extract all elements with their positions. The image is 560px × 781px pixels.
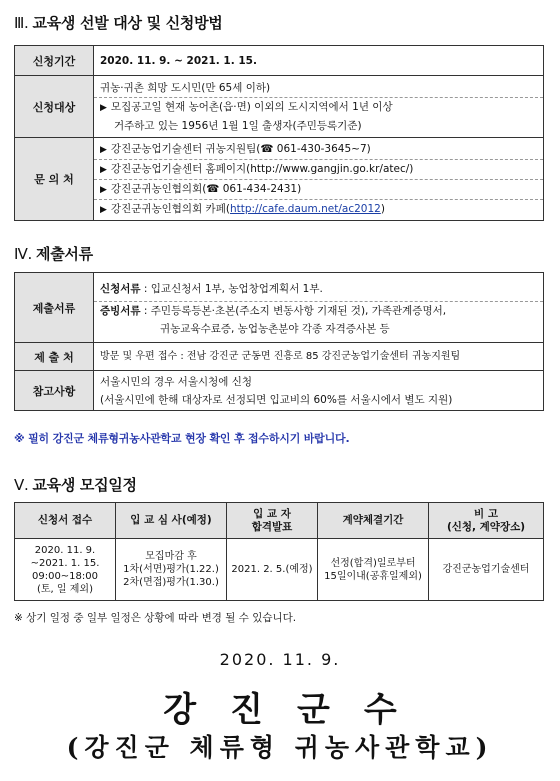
submit-value: 방문 및 우편 접수 : 전남 강진군 군동면 진흥로 85 강진군농업기술센터 귀농지원팀 [100, 350, 461, 362]
apply-table [14, 45, 544, 221]
docs-cell [94, 273, 544, 343]
contact-line-1: ▶ 강진군농업기술센터 귀농지원팀(☎ 061-430-3645~7) [100, 142, 371, 155]
proof-docs-line-2: 귀농교육수료증, 농업농촌분야 각종 자격증사본 등 [160, 323, 390, 335]
target-cell [94, 76, 544, 138]
period-label: 신청기간 [15, 46, 94, 76]
bullet-icon: ▶ [100, 184, 107, 195]
bullet-icon: ▶ [100, 204, 107, 215]
footer-org: 강진군수 [163, 690, 431, 730]
period-value: 2020. 11. 9. ~ 2021. 1. 15. [100, 54, 257, 67]
contact-line-3: ▶ 강진군귀농인협의회(☎ 061-434-2431) [94, 179, 543, 199]
submit-label: 제 출 처 [15, 343, 94, 371]
cafe-link[interactable]: http://cafe.daum.net/ac2012 [229, 202, 381, 215]
section-4-heading: 제출서류 [36, 245, 93, 263]
proof-docs: 증빙서류 : 주민등록등본·초본(주소지 변동사항 기재된 것), 가족관계증명서, [94, 301, 543, 320]
section-4-title [14, 243, 93, 264]
ref-label: 참고사항 [15, 371, 94, 411]
target-line-3: 거주하고 있는 1956년 1월 1일 출생자(주민등록기준) [114, 119, 362, 132]
footer-org-sub: (강진군 체류형 귀농사관학교) [66, 733, 494, 762]
footer-date: 2020. 11. 9. [219, 650, 341, 669]
bullet-icon: ▶ [100, 102, 107, 113]
contact-label: 문 의 처 [15, 138, 94, 221]
schedule-cell: 모집마감 후 1차(서면)평가(1.22.) 2차(면접)평가(1.30.) [116, 539, 227, 601]
bullet-icon: ▶ [100, 144, 107, 155]
section-3-heading: 교육생 선발 대상 및 신청방법 [32, 14, 223, 32]
ref-line-1: 서울시민의 경우 서울시청에 신청 [100, 375, 253, 388]
target-line-1: 귀농·귀촌 희망 도시민(만 65세 이하) [100, 81, 271, 94]
submit-cell [94, 343, 544, 371]
contact-line-2: ▶ 강진군농업기술센터 홈페이지(http://www.gangjin.go.kr/atec/) [94, 159, 543, 179]
target-label: 신청대상 [15, 76, 94, 138]
notice-small: ※ 상기 일정 중 일부 일정은 상황에 따라 변경 될 수 있습니다. [14, 612, 297, 624]
contact-line-4: ▶ 강진군귀농인협의회 카페(http://cafe.daum.net/ac2012) [94, 199, 543, 219]
schedule-cell: 2020. 11. 9. ~2021. 1. 15. 09:00~18:00 (토, 일 제외) [15, 539, 116, 601]
schedule-header: 입 교 심 사(예정) [116, 503, 227, 539]
schedule-cell: 선정(합격)일로부터 15일이내(공휴일제외) [318, 539, 429, 601]
docs-table [14, 272, 544, 411]
schedule-header: 계약체결기간 [318, 503, 429, 539]
docs-label: 제출서류 [15, 273, 94, 343]
schedule-cell: 강진군농업기술센터 [429, 539, 544, 601]
target-line-2: ▶ 모집공고일 현재 농어촌(읍·면) 이외의 도시지역에서 1년 이상 [94, 97, 543, 117]
apply-docs: 신청서류 : 입교신청서 1부, 농업창업계획서 1부. [100, 283, 323, 295]
ref-cell [94, 371, 544, 411]
section-4-number: Ⅳ. [14, 245, 33, 263]
section-5-heading: 교육생 모집일정 [32, 476, 137, 494]
section-3-title [14, 12, 223, 33]
ref-line-2: (서울시민에 한해 대상자로 선정되면 입교비의 60%를 서울시에서 별도 지원) [100, 393, 453, 406]
schedule-header: 비 고 (신청, 계약장소) [429, 503, 544, 539]
bullet-icon: ▶ [100, 164, 107, 175]
schedule-table [14, 502, 544, 601]
contact-cell [94, 138, 544, 221]
section-5-title [14, 474, 137, 495]
period-value-cell [94, 46, 544, 76]
section-5-number: Ⅴ. [14, 476, 29, 494]
schedule-cell: 2021. 2. 5.(예정) [227, 539, 318, 601]
notice-blue: ※ 필히 강진군 체류형귀농사관학교 현장 확인 후 접수하시기 바랍니다. [14, 432, 350, 445]
section-3-number: Ⅲ. [14, 14, 29, 32]
schedule-header: 신청서 접수 [15, 503, 116, 539]
schedule-header: 입 교 자 합격발표 [227, 503, 318, 539]
